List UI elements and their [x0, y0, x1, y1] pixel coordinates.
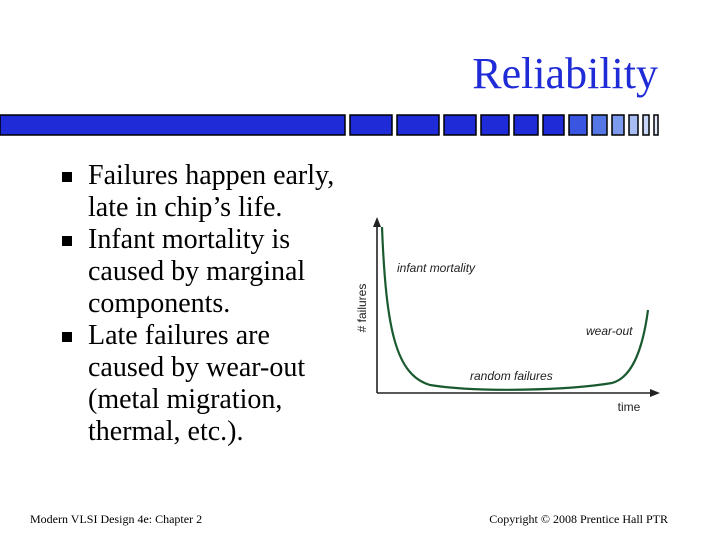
y-axis-arrow-icon: [373, 217, 381, 227]
bullet-square-icon: [62, 172, 72, 182]
bathtub-curve-figure: [350, 215, 670, 430]
infant-mortality-label: infant mortality: [397, 261, 476, 275]
bullet-item: [48, 224, 348, 320]
slide-title: Reliability: [472, 49, 658, 98]
bullet-square-icon: [62, 332, 72, 342]
bullet-text: Infant mortality is caused by marginal components.: [88, 224, 306, 319]
bullet-item: [48, 160, 348, 224]
footer-course: Modern VLSI Design 4e: Chapter 2: [30, 512, 203, 526]
footer-copyright: Copyright © 2008 Prentice Hall PTR: [489, 512, 668, 526]
bullet-item: [48, 320, 348, 448]
y-axis-label: # failures: [355, 283, 369, 333]
random-failures-label: random failures: [470, 369, 553, 383]
x-axis-arrow-icon: [650, 389, 660, 397]
wear-out-label: wear-out: [586, 324, 633, 338]
bullet-text: Failures happen early, late in chip’s life.: [88, 160, 335, 223]
bullet-square-icon: [62, 236, 72, 246]
bullet-list: [48, 160, 348, 448]
x-axis-label: time: [617, 400, 641, 414]
bathtub-curve: [382, 227, 648, 390]
decorative-title-bar: [0, 112, 700, 138]
bullet-text: Late failures are caused by wear-out (metal migration, thermal, etc.).: [88, 320, 306, 447]
